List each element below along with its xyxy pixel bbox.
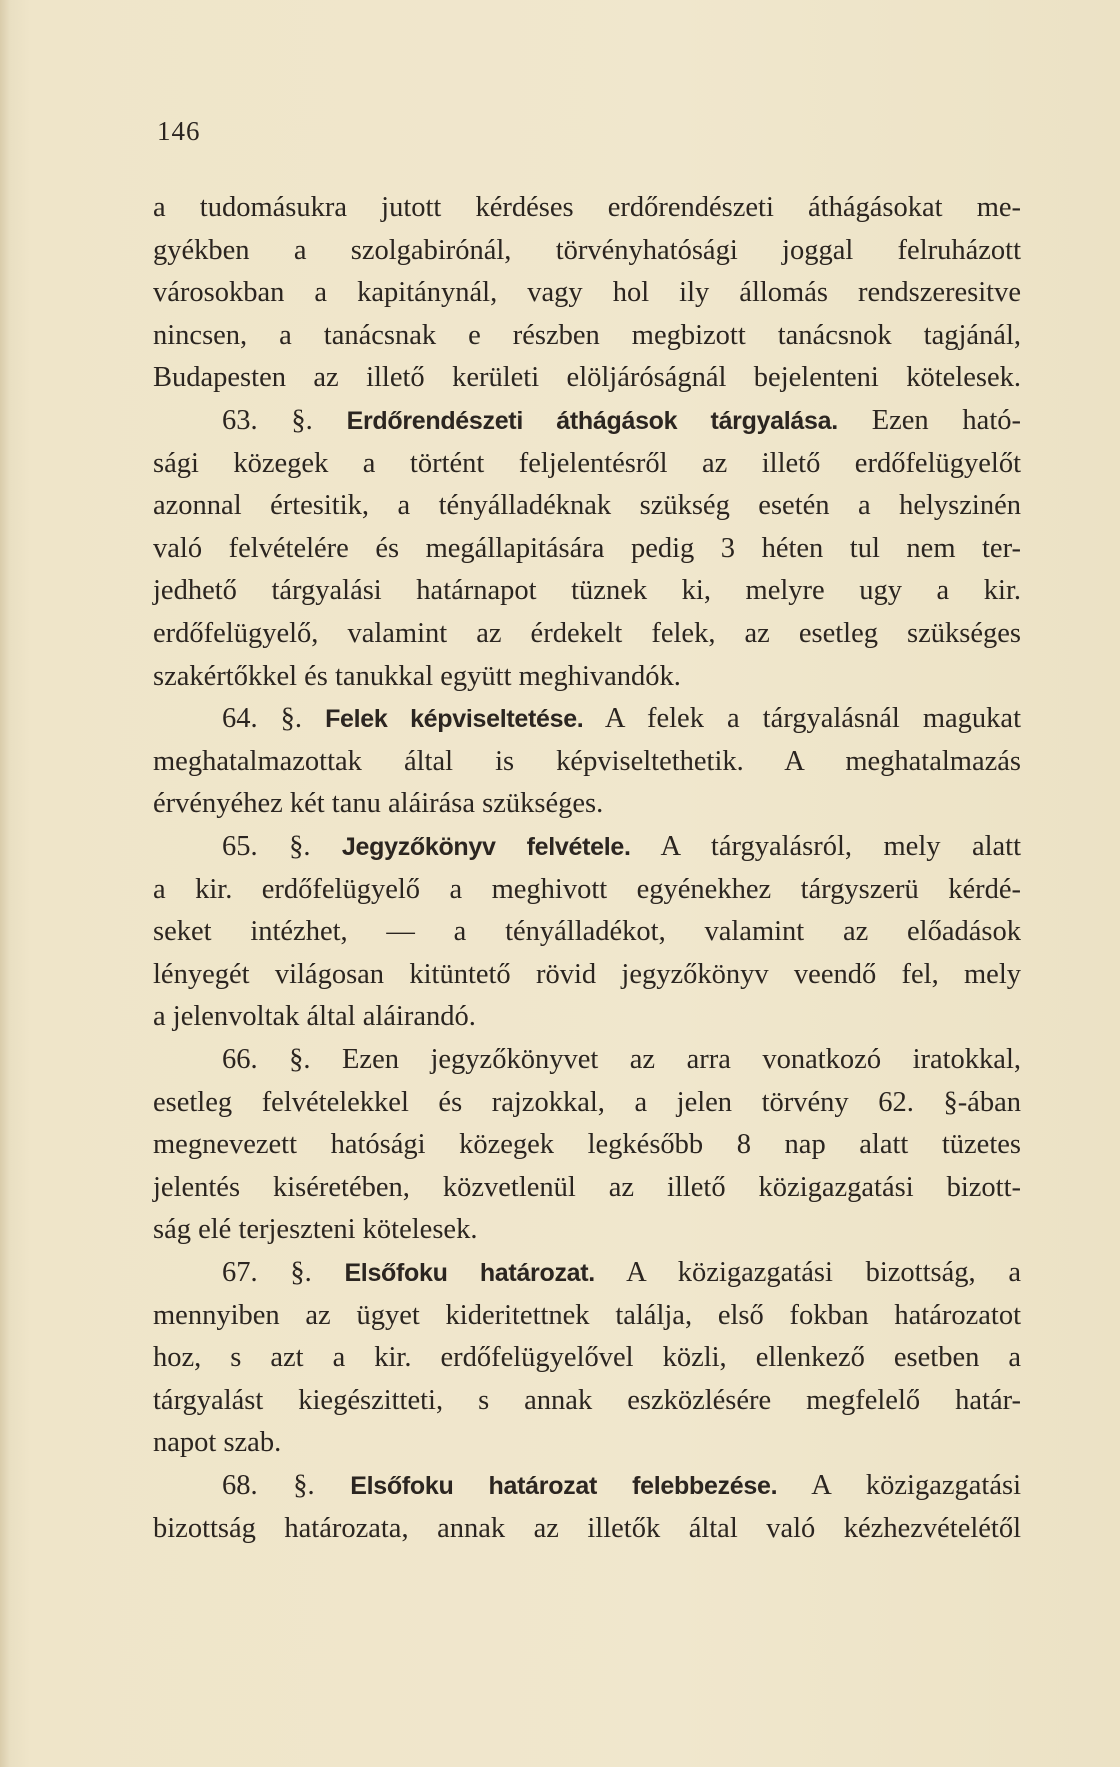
text-line <box>222 1043 1021 1077</box>
text-span: 64. §. <box>222 703 326 735</box>
text-span: napot szab. <box>153 1427 282 1459</box>
text-line <box>153 1299 1021 1333</box>
text-line <box>222 404 1021 438</box>
text-span: szakértőkkel és tanukkal együtt meghivandók. <box>153 660 681 692</box>
text-line <box>153 1213 1021 1247</box>
section-heading: Elsőfoku határozat. <box>344 1259 595 1287</box>
text-line <box>153 574 1021 608</box>
text-line <box>153 1341 1021 1375</box>
section-heading: Elsőfoku határozat felebbezése. <box>350 1472 778 1500</box>
text-span: esetleg felvételekkel és rajzokkal, a jelen törvény 62. §-ában <box>153 1086 1021 1118</box>
text-span: 67. §. <box>222 1257 345 1288</box>
section-heading: Erdőrendészeti áthágások tárgyalása. <box>346 407 838 435</box>
text-span: A felek a tárgyalásnál magukat <box>583 703 1022 735</box>
text-span: meghatalmazottak által is képviseltethetik. A meghatalmazás <box>153 745 1021 777</box>
text-line <box>153 191 1021 225</box>
text-span: a kir. erdőfelügyelő a meghivott egyénekhez tárgyszerü kérdé- <box>153 873 1021 905</box>
text-line <box>153 915 1021 949</box>
text-span: A közigazgatási bizottság, a <box>594 1257 1021 1288</box>
text-line <box>222 1256 1021 1290</box>
text-line <box>153 1512 1021 1546</box>
text-line <box>153 873 1021 907</box>
text-span: Budapesten az illető kerületi elöljáróságnál bejelenteni kötelesek. <box>153 362 1021 394</box>
text-span: Ezen ható- <box>837 405 1021 436</box>
text-span: a tudomásukra jutott kérdéses erdőrendészeti áthágásokat me- <box>153 192 1021 223</box>
text-span: mennyiben az ügyet kideritettnek találja, első fokban határozatot <box>153 1299 1021 1331</box>
text-span: jedhető tárgyalási határnapot tüznek ki, melyre ugy a kir. <box>153 575 1021 607</box>
text-line <box>153 1426 1021 1460</box>
text-line <box>153 319 1021 353</box>
text-span: sági közegek a történt feljelentésről az illető erdőfelügyelőt <box>153 447 1021 479</box>
text-line <box>153 234 1021 268</box>
text-span: seket intézhet, — a tényálladékot, valamint az előadások <box>153 916 1021 948</box>
text-line <box>153 1384 1021 1418</box>
page-number: 146 <box>157 116 201 146</box>
text-span: megnevezett hatósági közegek legkésőbb 8 nap alatt tüzetes <box>153 1129 1021 1161</box>
text-span: gyékben a szolgabirónál, törvényhatósági joggal felruházott <box>153 234 1021 266</box>
text-span: való felvételére és megállapitására pedig 3 héten tul nem ter- <box>153 532 1021 564</box>
section-heading: Felek képviseltetése. <box>325 705 584 734</box>
text-line <box>153 1086 1021 1120</box>
text-span: a jelenvoltak által aláirandó. <box>153 1001 476 1033</box>
text-line <box>222 1469 1021 1503</box>
text-line <box>153 958 1021 992</box>
text-span: A közigazgatási <box>777 1470 1021 1501</box>
text-line <box>222 830 1021 864</box>
text-line <box>222 702 1021 736</box>
text-line <box>153 276 1021 310</box>
text-line <box>153 617 1021 651</box>
text-line <box>153 1128 1021 1162</box>
text-span: 65. §. <box>222 831 342 862</box>
text-line <box>153 361 1021 395</box>
text-span: 68. §. <box>222 1470 351 1501</box>
text-span: 66. §. Ezen jegyzőkönyvet az arra vonatkozó iratokkal, <box>222 1044 1021 1075</box>
text-span: erdőfelügyelő, valamint az érdekelt felek, az esetleg szükséges <box>153 618 1021 649</box>
text-span: hoz, s azt a kir. erdőfelügyelővel közli, ellenkező esetben a <box>153 1342 1021 1374</box>
text-line <box>153 1000 1021 1034</box>
text-line <box>153 1171 1021 1205</box>
text-span: A tárgyalásról, mely alatt <box>630 831 1021 862</box>
text-span: nincsen, a tanácsnak e részben megbizott tanácsnok tagjánál, <box>153 319 1021 351</box>
text-span: jelentés kiséretében, közvetlenül az illető közigazgatási bizott- <box>153 1171 1021 1203</box>
text-line <box>153 745 1021 779</box>
text-span: városokban a kapitánynál, vagy hol ily állomás rendszeresitve <box>153 277 1021 309</box>
text-line <box>153 660 1021 694</box>
text-line <box>153 447 1021 481</box>
text-line <box>153 787 1021 821</box>
text-span: azonnal értesitik, a tényálladéknak szükség esetén a helyszinén <box>153 490 1021 522</box>
section-heading: Jegyzőkönyv felvétele. <box>341 833 631 861</box>
text-span: ság elé terjeszteni kötelesek. <box>153 1214 478 1246</box>
text-span: lényegét világosan kitüntető rövid jegyzőkönyv veendő fel, mely <box>153 958 1021 990</box>
text-span: 63. §. <box>222 405 347 436</box>
text-span: bizottság határozata, annak az illetők által való kézhezvételétől <box>153 1512 1021 1544</box>
text-line <box>153 489 1021 523</box>
text-line <box>153 532 1021 566</box>
text-span: tárgyalást kiegészitteti, s annak eszközlésére megfelelő határ- <box>153 1384 1021 1416</box>
text-span: érvényéhez két tanu aláirása szükséges. <box>153 788 604 820</box>
